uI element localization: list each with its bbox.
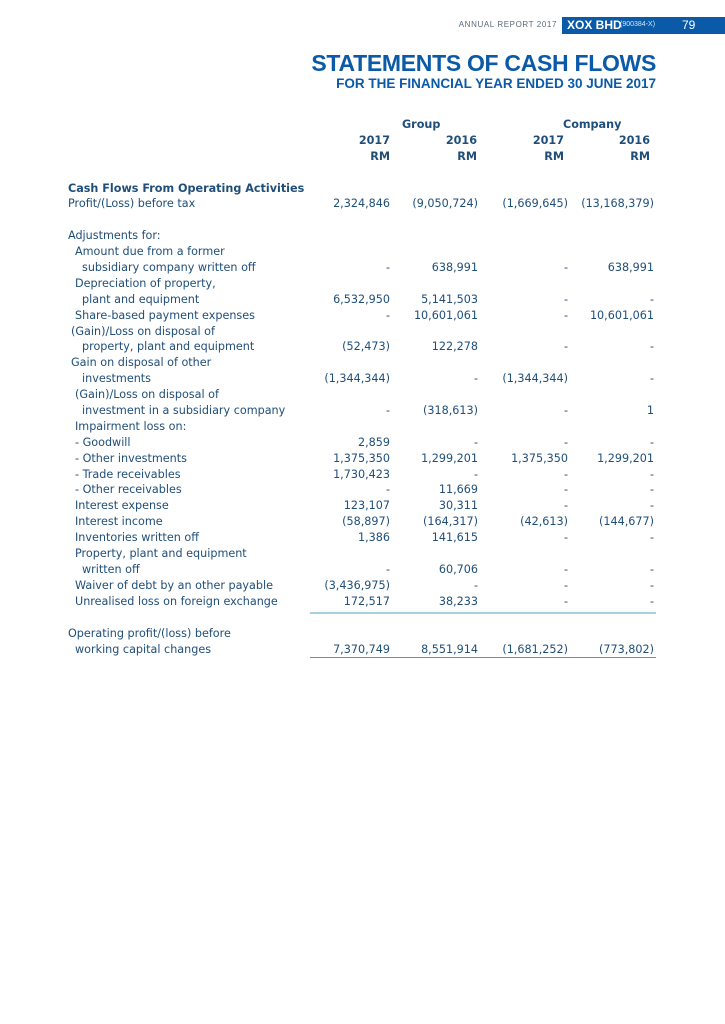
table-row: investments (1,344,344) - (1,344,344) -	[82, 372, 654, 386]
total-rule	[310, 657, 656, 658]
table-row: Waiver of debt by an other payable (3,436,975) - - -	[75, 578, 654, 592]
currency-3: RM	[544, 149, 564, 163]
column-group-header	[68, 117, 658, 133]
header-band	[562, 17, 725, 34]
impairment-label: Impairment loss on:	[75, 419, 187, 433]
table-row-label: (Gain)/Loss on disposal of	[71, 324, 215, 338]
currency-1: RM	[370, 149, 390, 163]
section-heading: Cash Flows From Operating Activities	[68, 181, 305, 195]
table-row: Inventories written off 1,386 141,615 - -	[75, 531, 654, 545]
table-row-label: (Gain)/Loss on disposal of	[75, 388, 219, 402]
table-row-label: Amount due from a former	[75, 245, 225, 259]
company-label: Company	[563, 118, 622, 131]
title-sub: FOR THE FINANCIAL YEAR ENDED 30 JUNE 2017	[336, 76, 656, 91]
table-row: property, plant and equipment (52,473) 122,278 - -	[82, 340, 654, 354]
year-group-2017: 2017	[358, 133, 390, 147]
year-company-2017: 2017	[532, 133, 564, 147]
table-row: - Other receivables - 11,669 - -	[75, 483, 654, 497]
year-company-2016: 2016	[618, 133, 650, 147]
table-row: Interest expense 123,107 30,311 - -	[75, 499, 654, 513]
table-row-label: Operating profit/(loss) before	[68, 626, 231, 640]
subtotal-rule	[310, 612, 656, 614]
table-row: Interest income (58,897) (164,317) (42,613) (144,677)	[75, 515, 654, 529]
column-year-header	[68, 133, 658, 149]
table-row: Profit/(Loss) before tax 2,324,846 (9,050,724) (1,669,645) (13,168,379)	[68, 197, 654, 211]
table-row: plant and equipment 6,532,950 5,141,503 - -	[82, 292, 654, 306]
table-row: - Goodwill 2,859 - - -	[75, 435, 654, 449]
company-reg-no: (900384-X)	[620, 21, 656, 28]
page-title	[311, 50, 656, 91]
table-row-label: Property, plant and equipment	[75, 547, 247, 561]
table-row: Unrealised loss on foreign exchange 172,517 38,233 - -	[75, 594, 654, 608]
page-header	[0, 17, 725, 34]
table-row: - Other investments 1,375,350 1,299,201 1,375,350 1,299,201	[75, 451, 654, 465]
annual-report-label: ANNUAL REPORT 2017	[458, 20, 557, 29]
table-row-total: working capital changes 7,370,749 8,551,914 (1,681,252) (773,802)	[75, 642, 654, 656]
cash-flow-table	[68, 117, 658, 665]
column-currency-header	[68, 149, 658, 165]
table-row: Share-based payment expenses - 10,601,061 - 10,601,061	[75, 308, 654, 322]
table-row: subsidiary company written off - 638,991 - 638,991	[82, 261, 654, 275]
adjustments-label: Adjustments for:	[68, 229, 161, 243]
currency-4: RM	[630, 149, 650, 163]
table-row: - Trade receivables 1,730,423 - - -	[75, 467, 654, 481]
year-group-2016: 2016	[445, 133, 477, 147]
page-number: 79	[682, 18, 696, 32]
company-name: XOX BHD	[567, 18, 622, 32]
table-row-label: Gain on disposal of other	[71, 356, 212, 370]
currency-2: RM	[457, 149, 477, 163]
table-row: investment in a subsidiary company - (318,613) - 1	[82, 404, 654, 418]
title-main: STATEMENTS OF CASH FLOWS	[311, 50, 656, 76]
group-label: Group	[402, 118, 441, 131]
table-row-label: Depreciation of property,	[75, 276, 216, 290]
table-row: written off - 60,706 - -	[82, 562, 654, 576]
